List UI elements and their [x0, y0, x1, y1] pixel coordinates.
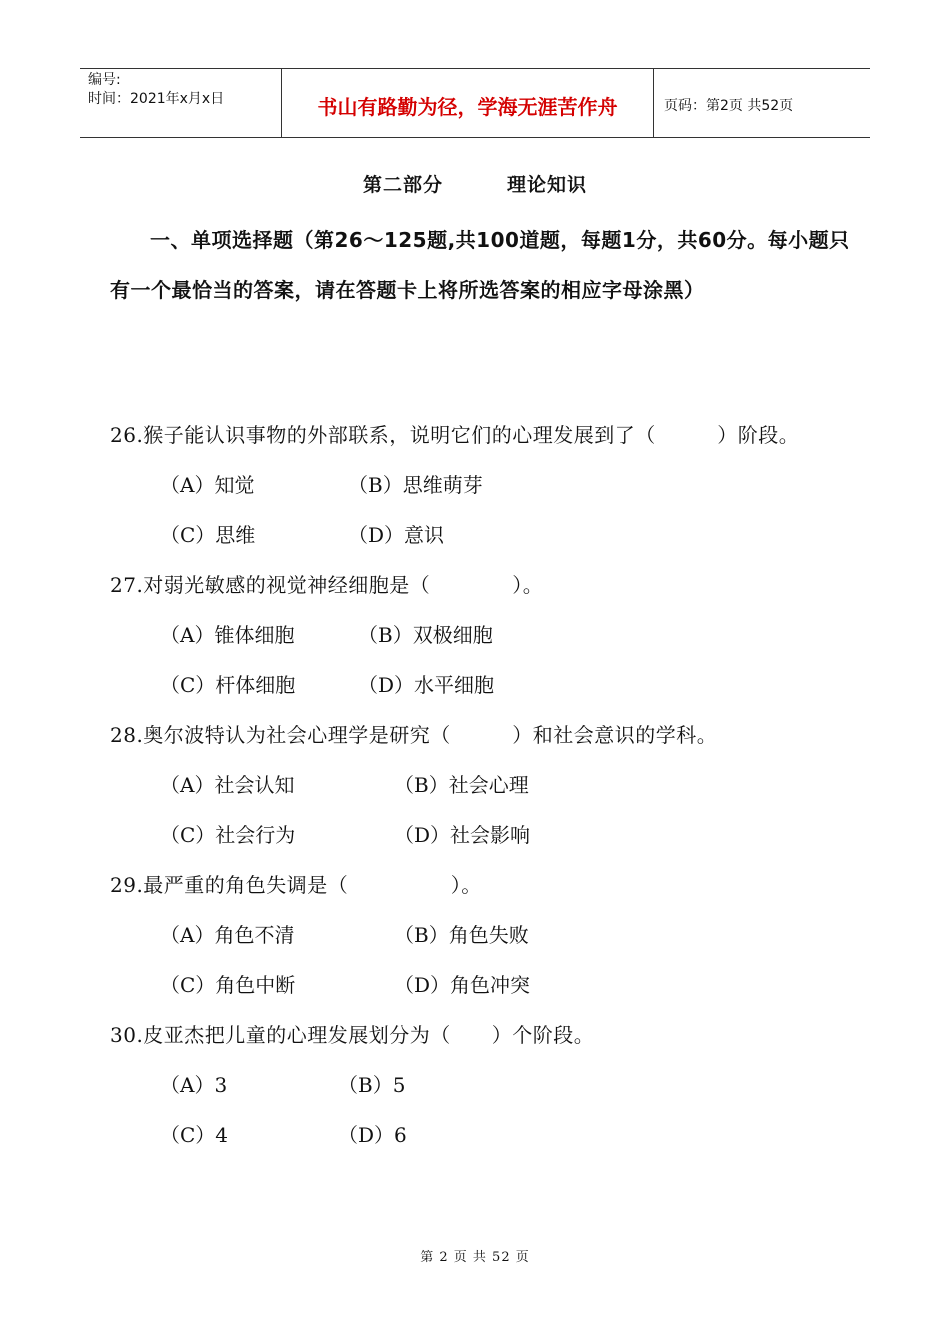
- option-d: （D）6: [338, 1123, 407, 1147]
- page-footer: 第 2 页 共 52 页: [420, 1250, 530, 1265]
- question-27: [110, 560, 850, 710]
- question-stem: 28.奥尔波特认为社会心理学是研究（ ）和社会意识的学科。: [110, 723, 718, 747]
- option-c: （C）角色中断: [160, 973, 296, 997]
- question-list: [110, 410, 850, 1160]
- option-b: （B）思维萌芽: [348, 473, 483, 497]
- option-row: [110, 1060, 850, 1110]
- option-c: （C）思维: [160, 523, 256, 547]
- option-row: [110, 1110, 850, 1160]
- option-row: [110, 810, 850, 860]
- option-row: [110, 610, 850, 660]
- option-b: （B）角色失败: [394, 923, 529, 947]
- option-c: （C）社会行为: [160, 823, 296, 847]
- part-title-right: 理论知识: [507, 174, 588, 196]
- option-a: （A）3: [160, 1073, 228, 1097]
- option-b: （B）社会心理: [394, 773, 529, 797]
- option-row: [110, 960, 850, 1010]
- question-stem: 30.皮亚杰把儿童的心理发展划分为（ ）个阶段。: [110, 1023, 595, 1047]
- option-b: （B）双极细胞: [358, 623, 493, 647]
- question-29: [110, 860, 850, 1010]
- question-stem: 27.对弱光敏感的视觉神经细胞是（ ）。: [110, 573, 544, 597]
- option-b: （B）5: [338, 1073, 406, 1097]
- option-d: （D）角色冲突: [394, 973, 531, 997]
- option-d: （D）意识: [348, 523, 445, 547]
- part-title-left: 第二部分: [362, 174, 443, 196]
- question-stem: 29.最严重的角色失调是（ ）。: [110, 873, 482, 897]
- time-label: 时间：2021年x月x日: [88, 91, 225, 107]
- page-info: 页码：第2页 共52页: [664, 98, 794, 114]
- option-d: （D）水平细胞: [358, 673, 495, 697]
- option-a: （A）角色不清: [160, 923, 295, 947]
- page-header: [80, 68, 870, 138]
- option-row: [110, 660, 850, 710]
- option-a: （A）知觉: [160, 473, 255, 497]
- option-row: [110, 760, 850, 810]
- option-row: [110, 910, 850, 960]
- option-a: （A）社会认知: [160, 773, 295, 797]
- option-d: （D）社会影响: [394, 823, 531, 847]
- part-title: [0, 170, 950, 197]
- option-c: （C）4: [160, 1123, 229, 1147]
- motto: 书山有路勤为径，学海无涯苦作舟: [282, 69, 654, 137]
- question-stem: 26.猴子能认识事物的外部联系，说明它们的心理发展到了（ ）阶段。: [110, 423, 800, 447]
- number-label: 编号:: [88, 72, 121, 88]
- question-28: [110, 710, 850, 860]
- header-meta-cell: [80, 69, 282, 137]
- option-row: [110, 510, 850, 560]
- option-c: （C）杆体细胞: [160, 673, 296, 697]
- question-26: [110, 410, 850, 560]
- option-a: （A）锥体细胞: [160, 623, 295, 647]
- section-heading: 一、单项选择题（第26～125题,共100道题，每题1分，共60分。每小题只有一个最恰当的答案，请在答题卡上将所选答案的相应字母涂黑）: [110, 228, 850, 302]
- question-30: [110, 1010, 850, 1160]
- option-row: [110, 460, 850, 510]
